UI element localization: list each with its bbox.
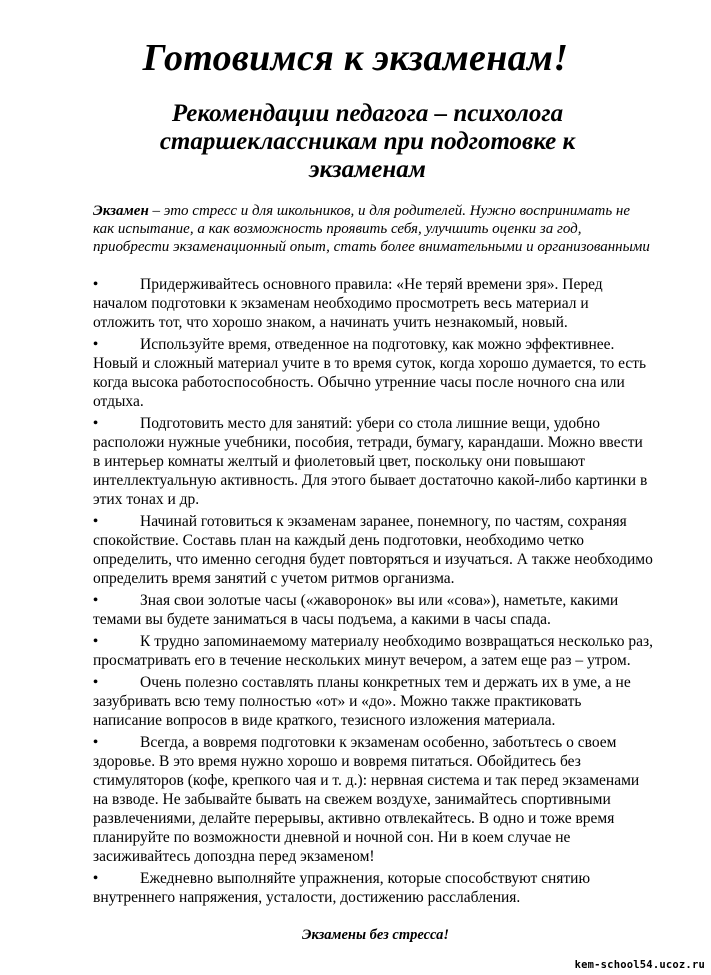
list-item-text: Очень полезно составлять планы конкретных тем и держать их в уме, а не зазубривать всю тему полностью «от» и «до». Можно также практиковать написание вопросов в виде краткого, тезисного изложения материала. xyxy=(93,674,631,729)
bullet-icon: • xyxy=(93,634,98,649)
site-watermark: kem-school54.ucoz.ru xyxy=(574,959,705,971)
page-title: Готовимся к экзаменам! xyxy=(142,37,569,79)
list-item xyxy=(93,275,653,332)
list-item xyxy=(93,591,653,629)
list-item xyxy=(93,632,653,670)
bullet-icon: • xyxy=(93,675,98,690)
list-item-text: Ежедневно выполняйте упражнения, которые способствуют снятию внутреннего напряжения, усталости, достижению расслабления. xyxy=(93,870,591,906)
list-item-text: Всегда, а вовремя подготовки к экзаменам особенно, заботьтесь о своем здоровье. В это время нужно хорошо и вовремя питаться. Обойдитесь без стимуляторов (кофе, крепкого чая и т. д.): нервная система и так перед экзаменами на взводе. Не забывайте бывать на свежем воздухе, занимайтесь спортивными развлечениями, делайте перерывы, активно отвлекайтесь. В одно и тоже время планируйте по возможности дневной и ночной сон. Ни в коем случае не засиживайтесь допоздна перед экзаменом! xyxy=(93,734,640,865)
list-item xyxy=(93,414,653,509)
intro-paragraph xyxy=(93,202,653,256)
bullet-icon: • xyxy=(93,277,98,292)
recommendations-list xyxy=(93,275,653,907)
page-subtitle: Рекомендации педагога – психолога старшеклассникам при подготовке к экзаменам xyxy=(159,100,576,183)
list-item-text: К трудно запоминаемому материалу необходимо возвращаться несколько раз, просматривать его в течение нескольких минут вечером, а затем еще раз – утром. xyxy=(93,633,653,669)
list-item xyxy=(93,733,653,866)
list-item xyxy=(93,869,653,907)
list-item xyxy=(93,512,653,588)
list-item-text: Придерживайтесь основного правила: «Не теряй времени зря». Перед началом подготовки к экзаменам необходимо просмотреть весь материал и отложить тот, что хорошо знаком, а начинать учить незнакомый, новый. xyxy=(93,276,603,331)
list-item-text: Зная свои золотые часы («жаворонок» вы или «сова»), наметьте, какими темами вы будете заниматься в часы подъема, а какими в часы спада. xyxy=(93,592,619,628)
list-item-text: Используйте время, отведенное на подготовку, как можно эффективнее. Новый и сложный материал учите в то время суток, когда хорошо думается, то есть когда высока работоспособность. Обычно утренние часы после ночного сна или отдыха. xyxy=(93,336,647,410)
list-item xyxy=(93,673,653,730)
bullet-icon: • xyxy=(93,514,98,529)
closing-slogan: Экзамены без стресса! xyxy=(302,927,449,943)
bullet-icon: • xyxy=(93,593,98,608)
bullet-icon: • xyxy=(93,337,98,352)
bullet-icon: • xyxy=(93,871,98,886)
bullet-icon: • xyxy=(93,416,98,431)
intro-lead: Экзамен xyxy=(93,203,149,219)
intro-text: – это стресс и для школьников, и для родителей. Нужно воспринимать не как испытание, а как возможность проявить себя, улучшить оценки за год, приобрести экзаменационный опыт, стать более внимательными и организованными xyxy=(93,203,650,255)
list-item-text: Начинай готовиться к экзаменам заранее, понемногу, по частям, сохраняя спокойствие. Составь план на каждый день подготовки, необходимо четко определить, что именно сегодня будет повторяться и изучаться. А также необходимо определить время занятий с учетом ритмов организма. xyxy=(93,513,653,587)
list-item xyxy=(93,335,653,411)
bullet-icon: • xyxy=(93,735,98,750)
list-item-text: Подготовить место для занятий: убери со стола лишние вещи, удобно расположи нужные учебники, пособия, тетради, бумагу, карандаши. Можно ввести в интерьер комнаты желтый и фиолетовый цвет, поскольку они повышают интеллектуальную активность. Для этого бывает достаточно какой-либо картинки в этих тонах и др. xyxy=(93,415,648,508)
